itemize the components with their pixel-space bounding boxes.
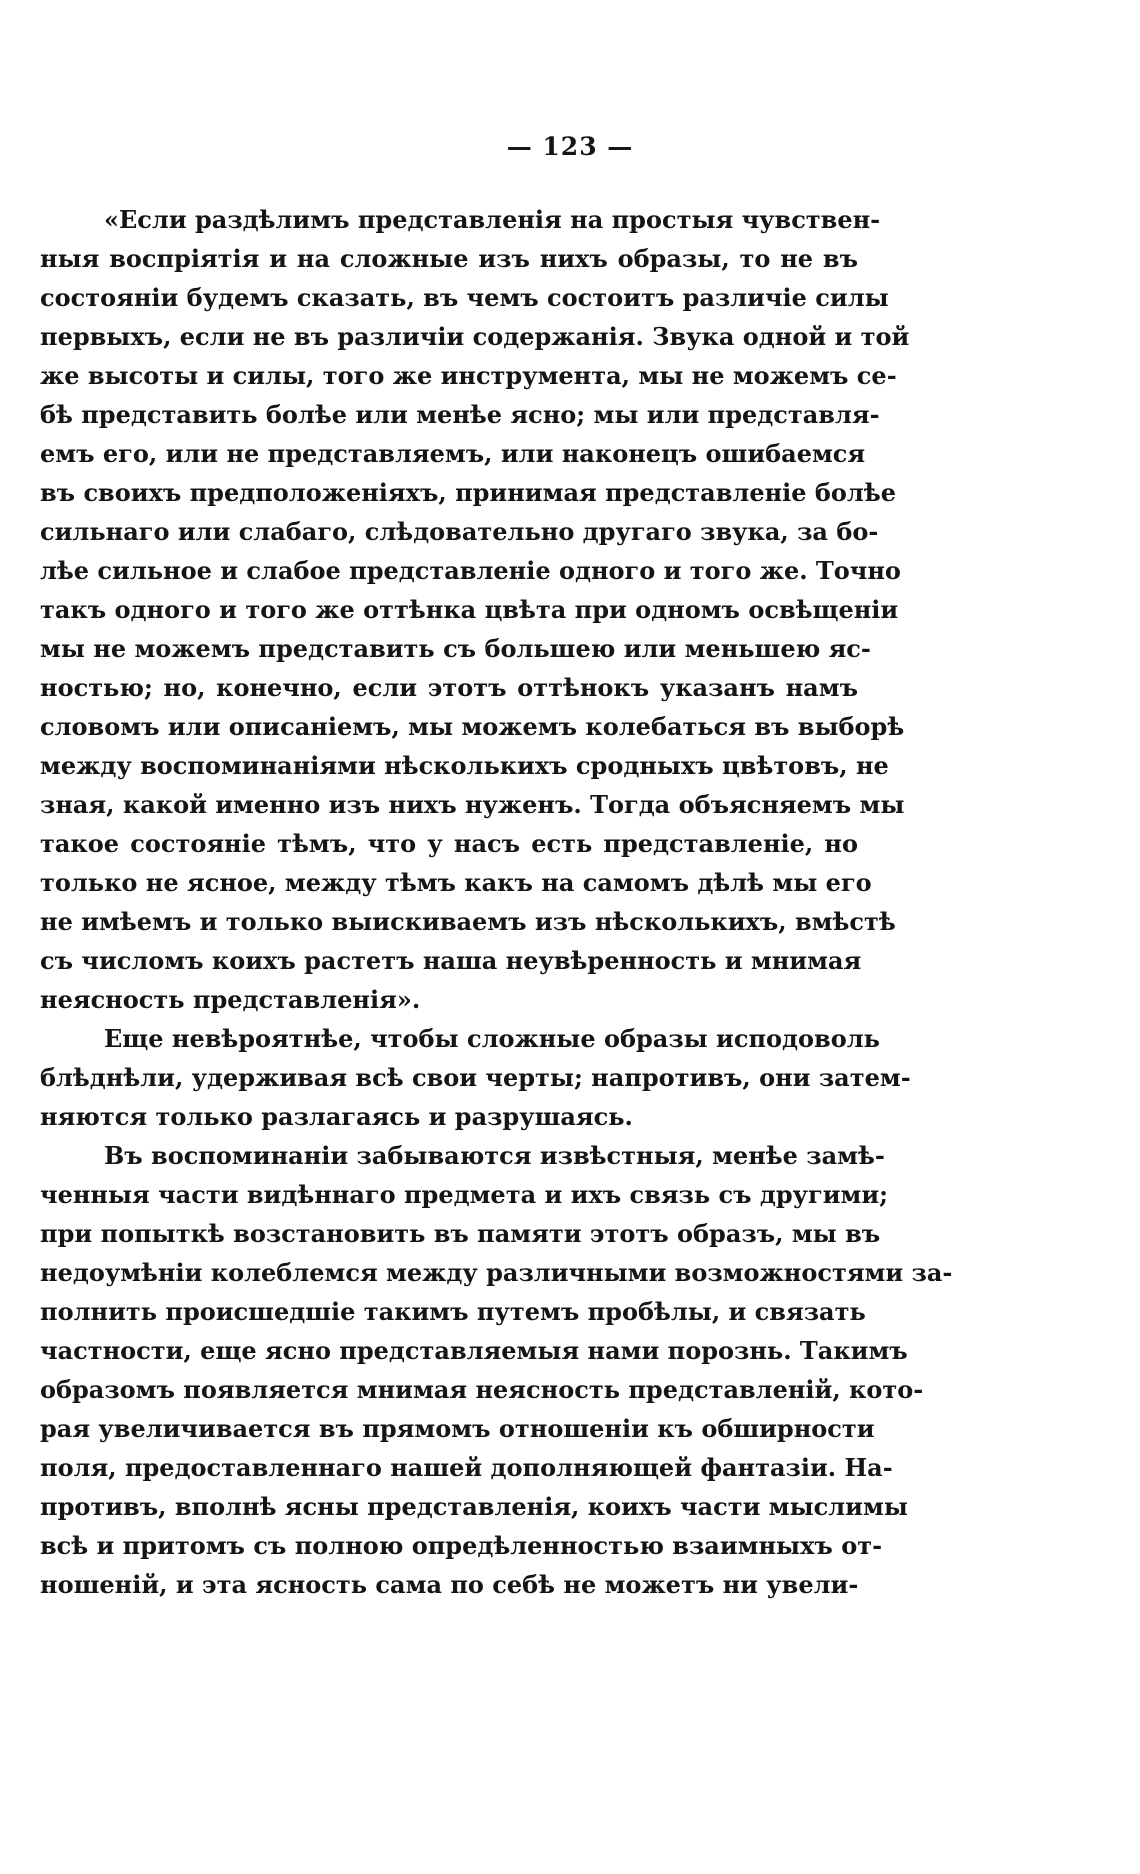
text-line: при попыткѣ возстановить въ памяти этотъ образъ, мы въ	[40, 1219, 881, 1248]
text-line: съ числомъ коихъ растетъ наша неувѣренность и мнимая	[40, 946, 862, 975]
text-line: полнить происшедшіе такимъ путемъ пробѣлы, и связать	[40, 1297, 866, 1326]
text-line: въ своихъ предположеніяхъ, принимая представленіе болѣе	[40, 478, 896, 507]
text-line: не имѣемъ и только выискиваемъ изъ нѣсколькихъ, вмѣстѣ	[40, 907, 896, 936]
text-line: зная, какой именно изъ нихъ нуженъ. Тогда объясняемъ мы	[40, 790, 905, 819]
paragraph	[40, 200, 910, 1019]
text-line: состояніи будемъ сказать, въ чемъ состоитъ различіе силы	[40, 283, 889, 312]
text-line: такое состояніе тѣмъ, что у насъ есть представленіе, но	[40, 829, 858, 858]
text-line: ченныя части видѣннаго предмета и ихъ связь съ другими;	[40, 1180, 889, 1209]
text-line: емъ его, или не представляемъ, или наконецъ ошибаемся	[40, 439, 866, 468]
text-line: бѣ представить болѣе или менѣе ясно; мы или представля-	[40, 400, 880, 429]
text-line: словомъ или описаніемъ, мы можемъ колебаться въ выборѣ	[40, 712, 905, 741]
text-line: Въ воспоминаніи забываются извѣстныя, менѣе замѣ-	[104, 1141, 885, 1170]
text-line: частности, еще ясно представляемыя нами порознь. Такимъ	[40, 1336, 908, 1365]
text-line: «Если раздѣлимъ представленія на простыя чувствен-	[104, 205, 881, 234]
text-line: всѣ и притомъ съ полною опредѣленностью взаимныхъ от-	[40, 1531, 883, 1560]
text-line: сильнаго или слабаго, слѣдовательно другаго звука, за бо-	[40, 517, 879, 546]
paragraph	[40, 1019, 911, 1136]
page-number: — 123 —	[506, 132, 634, 161]
text-line: первыхъ, если не въ различіи содержанія. Звука одной и той	[40, 322, 910, 351]
text-line: между воспоминаніями нѣсколькихъ сродныхъ цвѣтовъ, не	[40, 751, 889, 780]
body-text	[40, 200, 953, 1604]
text-line: недоумѣніи колеблемся между различными возможностями за-	[40, 1258, 953, 1287]
paragraph-list	[40, 200, 953, 1604]
text-line: ношеній, и эта ясность сама по себѣ не можетъ ни увели-	[40, 1570, 859, 1599]
text-line: ныя воспріятія и на сложные изъ нихъ образы, то не въ	[40, 244, 858, 273]
text-line: ностью; но, конечно, если этотъ оттѣнокъ указанъ намъ	[40, 673, 858, 702]
text-line: образомъ появляется мнимая неясность представленій, кото-	[40, 1375, 924, 1404]
text-line: мы не можемъ представить съ большею или меньшею яс-	[40, 634, 871, 663]
text-line: блѣднѣли, удерживая всѣ свои черты; напротивъ, они затем-	[40, 1063, 911, 1092]
text-line: Еще невѣроятнѣе, чтобы сложные образы исподоволь	[104, 1024, 880, 1053]
text-line: неясность представленія».	[40, 985, 421, 1014]
text-line: противъ, вполнѣ ясны представленія, коихъ части мыслимы	[40, 1492, 908, 1521]
paragraph	[40, 1136, 953, 1604]
text-line: лѣе сильное и слабое представленіе одного и того же. Точно	[40, 556, 901, 585]
text-line: рая увеличивается въ прямомъ отношеніи къ обширности	[40, 1414, 875, 1443]
text-line: же высоты и силы, того же инструмента, мы не можемъ се-	[40, 361, 897, 390]
text-line: такъ одного и того же оттѣнка цвѣта при одномъ освѣщеніи	[40, 595, 899, 624]
text-line: только не ясное, между тѣмъ какъ на самомъ дѣлѣ мы его	[40, 868, 872, 897]
text-line: поля, предоставленнаго нашей дополняющей фантазіи. На-	[40, 1453, 893, 1482]
text-line: няются только разлагаясь и разрушаясь.	[40, 1102, 633, 1131]
